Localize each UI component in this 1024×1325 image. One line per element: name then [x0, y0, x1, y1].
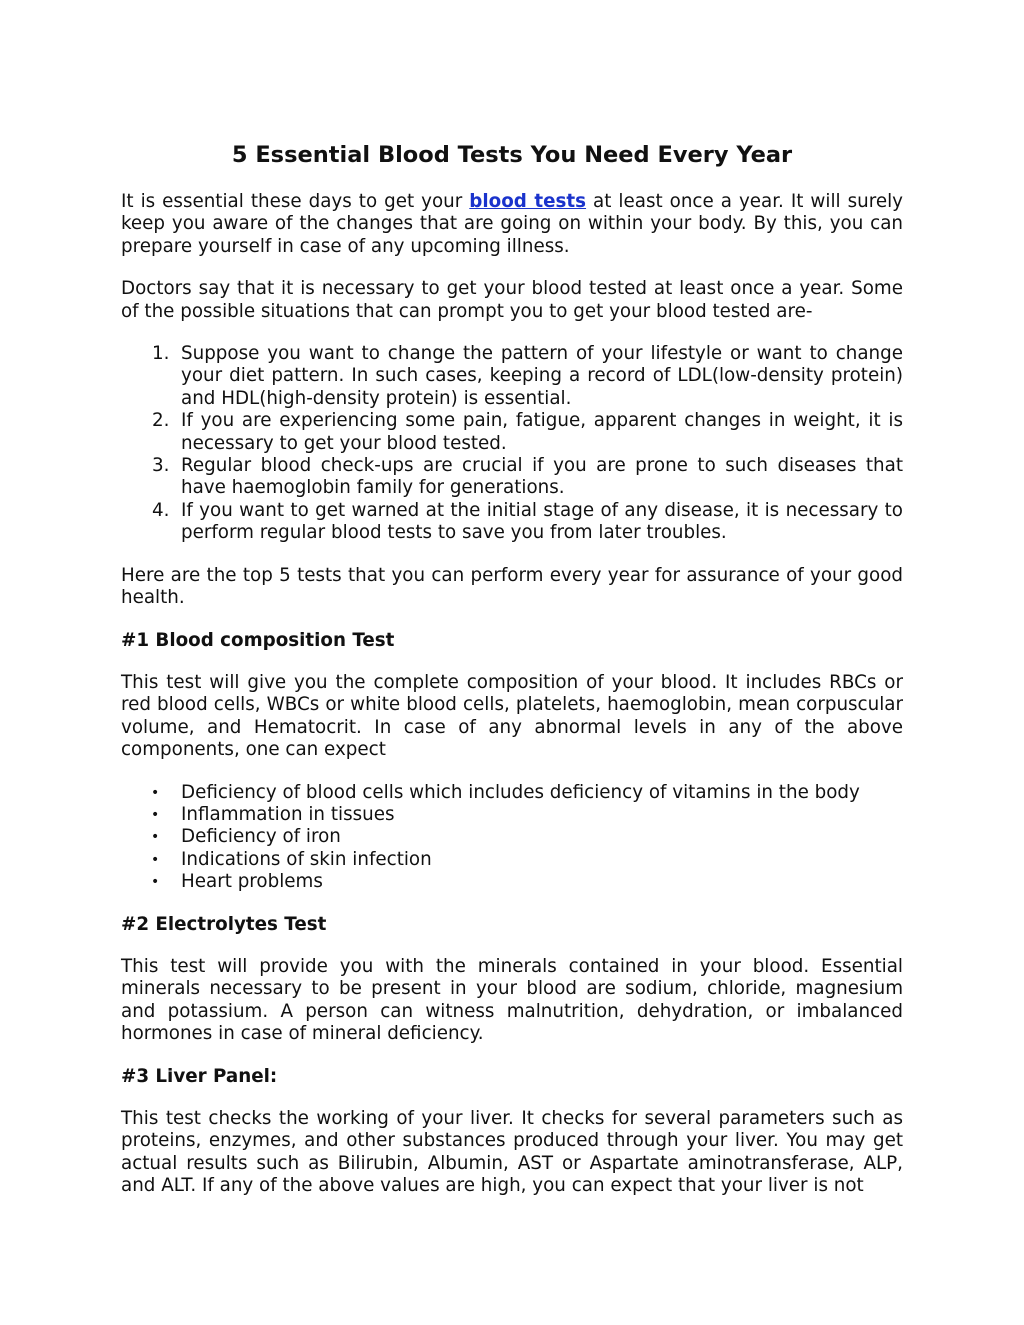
bullet-icon: •	[151, 806, 160, 823]
list-item-text: Heart problems	[181, 871, 323, 893]
list-item-text: Suppose you want to change the pattern of your lifestyle or want to change your diet pattern. In such cases, keeping a record of LDL(low-density protein) and HDL(high-density protein) is essential.	[181, 343, 903, 409]
list-item	[121, 826, 903, 848]
section-heading-blood-composition: #1 Blood composition Test	[121, 629, 395, 651]
situations-list	[121, 343, 903, 545]
section-heading-liver-panel: #3 Liver Panel:	[121, 1065, 278, 1087]
list-item-text: Indications of skin infection	[181, 848, 432, 870]
section-body-electrolytes: This test will provide you with the minerals contained in your blood. Essential minerals necessary to be present in your blood are sodium, chloride, magnesium and potassium. A person can witness malnutrition, dehydration, or imbalanced hormones in case of mineral deficiency.	[121, 955, 903, 1045]
intro-text-after-link: at least once a year. It will surely keep you aware of the changes that are going on within your body. By this, you can prepare yourself in case of any upcoming illness.	[121, 191, 904, 257]
bullet-icon: •	[151, 784, 160, 801]
list-number: 3.	[152, 455, 170, 477]
bullet-icon: •	[151, 851, 160, 868]
situations-intro-paragraph: Doctors say that it is necessary to get your blood tested at least once a year. Some of the possible situations that can prompt you to get your blood tested are-	[121, 278, 903, 322]
blood-tests-link[interactable]: blood tests	[469, 191, 587, 212]
list-item-text: If you want to get warned at the initial stage of any disease, it is necessary to perform regular blood tests to save you from later troubles.	[181, 499, 903, 544]
intro-paragraph	[121, 191, 903, 258]
document-title: 5 Essential Blood Tests You Need Every Year	[231, 142, 793, 168]
list-item	[121, 782, 903, 804]
list-number: 4.	[152, 499, 170, 521]
blood-composition-bullets	[121, 782, 903, 894]
list-item	[121, 849, 903, 871]
list-item	[121, 410, 903, 455]
list-item	[121, 871, 903, 893]
section-body-liver-panel: This test checks the working of your liver. It checks for several parameters such as proteins, enzymes, and other substances produced through your liver. You may get actual results such as Bilirubin, Albumin, AST or Aspartate aminotransferase, ALP, and ALT. If any of the above values are high, you can expect that your liver is not	[121, 1108, 903, 1197]
document-page	[121, 140, 903, 1218]
section-body-blood-composition: This test will give you the complete composition of your blood. It includes RBCs or red blood cells, WBCs or white blood cells, platelets, haemoglobin, mean corpuscular volume, and Hematocrit. In case of any abnormal levels in any of the above components, one can expect	[121, 671, 903, 761]
section-heading-electrolytes: #2 Electrolytes Test	[121, 913, 327, 935]
bullet-icon: •	[151, 829, 160, 846]
list-item-text: Deficiency of blood cells which includes deficiency of vitamins in the body	[181, 781, 860, 803]
bullet-icon: •	[151, 874, 160, 891]
list-item-text: Inflammation in tissues	[181, 803, 395, 825]
list-number: 2.	[152, 410, 170, 432]
list-item	[121, 455, 903, 500]
list-item-text: If you are experiencing some pain, fatigue, apparent changes in weight, it is necessary to get your blood tested.	[181, 410, 903, 454]
list-item	[121, 343, 903, 410]
list-item	[121, 804, 903, 826]
list-item-text: Regular blood check-ups are crucial if you are prone to such diseases that have haemoglobin family for generations.	[181, 455, 903, 499]
top-tests-paragraph: Here are the top 5 tests that you can perform every year for assurance of your good health.	[121, 564, 903, 609]
list-item-text: Deficiency of iron	[181, 826, 341, 848]
list-item	[121, 500, 903, 545]
list-number: 1.	[152, 343, 170, 365]
intro-text-before-link: It is essential these days to get your	[121, 191, 470, 212]
